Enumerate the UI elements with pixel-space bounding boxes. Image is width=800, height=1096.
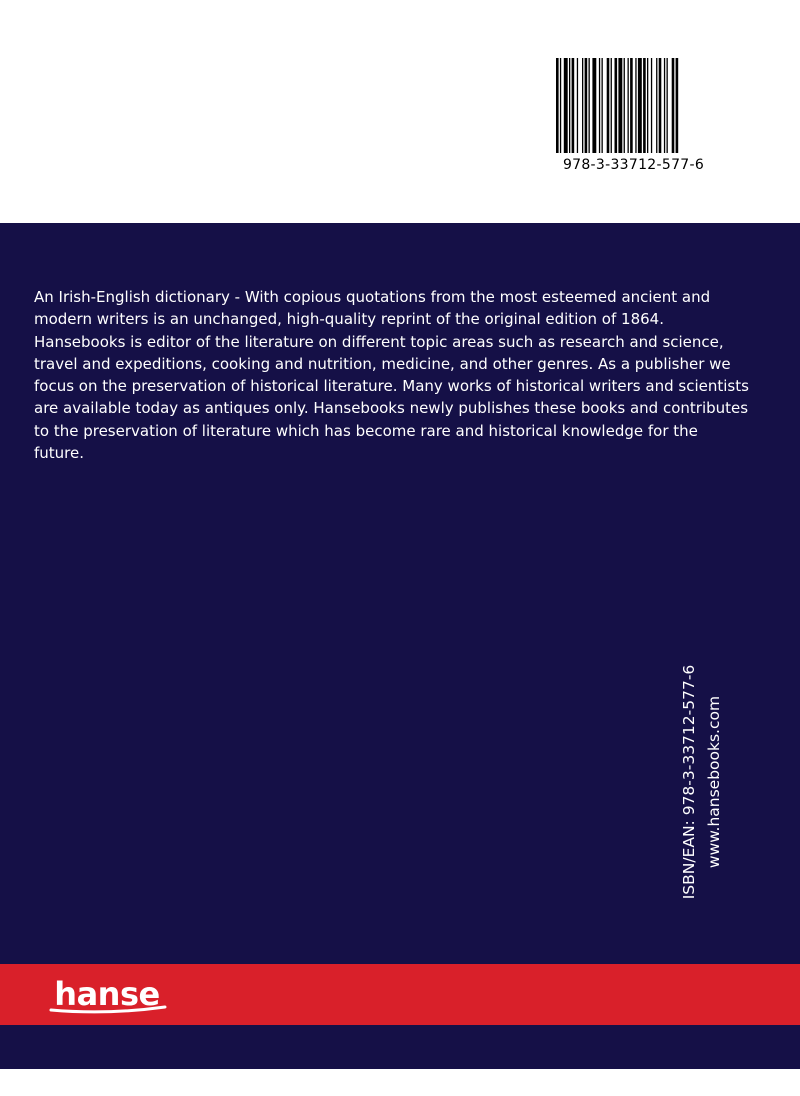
isbn-ean-line: ISBN/EAN: 978-3-33712-577-6 (680, 664, 698, 900)
barcode-bar (602, 58, 603, 153)
barcode-bar (585, 58, 588, 153)
barcode-bar (577, 58, 578, 153)
barcode-bar (618, 58, 622, 153)
barcode-bar (607, 58, 610, 153)
blurb-paragraph-1: An Irish-English dictionary - With copious quotations from the most esteemed ancient and modern writers is an unchanged, high-quality reprint of the original edition of 1864. (34, 288, 711, 329)
barcode-bar (564, 58, 568, 153)
barcode-number: 978-3-33712-577-6 (562, 157, 705, 173)
barcode-bar (569, 58, 570, 153)
barcode-bar (659, 58, 662, 153)
barcode-bar (647, 58, 648, 153)
barcode-bar (611, 58, 612, 153)
barcode-bar (560, 58, 561, 153)
barcode-bar (656, 58, 657, 153)
barcode-bar (615, 58, 618, 153)
isbn-barcode (551, 58, 716, 180)
barcode-bar (630, 58, 633, 153)
barcode-bar (651, 58, 652, 153)
barcode-bar (582, 58, 583, 153)
barcode-bar (638, 58, 642, 153)
barcode-bar (556, 58, 559, 153)
hanse-logo (45, 974, 170, 1016)
blurb-text (34, 286, 749, 464)
barcode-bar (672, 58, 675, 153)
svg-text:hanse: hanse (54, 975, 160, 1013)
barcode-bars-icon (556, 58, 711, 153)
barcode-bar (599, 58, 600, 153)
barcode-bar (676, 58, 679, 153)
barcode-bar (643, 58, 646, 153)
bottom-white-strip (0, 1069, 800, 1096)
barcode-bar (589, 58, 590, 153)
blurb-paragraph-2: Hansebooks is editor of the literature on different topic areas such as research and science, travel and expeditions, cooking and nutrition, medicine, and other genres. As a publisher we focus on the preservation of historical literature. Many works of historical writers and scientists are available today as antiques only. Hansebooks newly publishes these books and contributes to the preservation of literature which has become rare and historical knowledge for the future. (34, 332, 749, 463)
barcode-bar (624, 58, 625, 153)
barcode-bar (664, 58, 665, 153)
barcode-bar (572, 58, 575, 153)
barcode-bar (628, 58, 629, 153)
barcode-bar (592, 58, 596, 153)
barcode-bar (667, 58, 668, 153)
website-line: www.hansebooks.com (705, 695, 723, 869)
vertical-publisher-info (677, 612, 727, 952)
barcode-bar (635, 58, 636, 153)
top-white-area (0, 0, 800, 223)
